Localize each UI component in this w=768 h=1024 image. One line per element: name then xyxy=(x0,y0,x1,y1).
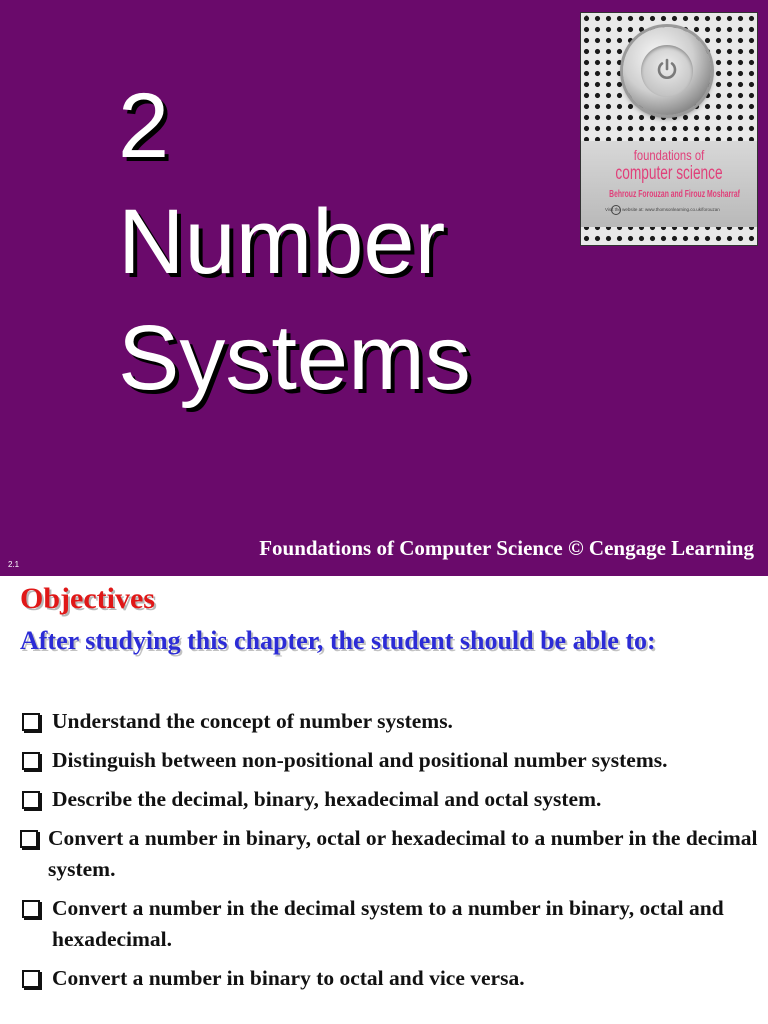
list-item xyxy=(20,823,760,885)
list-item-text: Distinguish between non-positional and positional number systems. xyxy=(52,748,668,772)
list-item-text: Understand the concept of number systems. xyxy=(52,709,453,733)
list-item xyxy=(20,963,760,994)
checkbox-square-icon xyxy=(22,752,40,770)
objectives-heading: Objectives xyxy=(20,582,155,615)
checkbox-square-icon xyxy=(22,713,40,731)
cover-title-line2: computer science xyxy=(615,163,723,184)
slide-title xyxy=(118,68,471,416)
list-item-text: Convert a number in binary to octal and vice versa. xyxy=(52,966,525,990)
list-item xyxy=(20,893,760,955)
power-symbol-icon xyxy=(655,57,679,81)
book-cover-image xyxy=(580,12,758,246)
list-item-text: Describe the decimal, binary, hexadecimal and octal system. xyxy=(52,787,602,811)
title-line-number: Number xyxy=(118,191,446,293)
list-item-text: Convert a number in the decimal system to a number in binary, octal and hexadecimal. xyxy=(52,896,724,951)
objectives-intro: After studying this chapter, the student should be able to: xyxy=(20,626,656,655)
checkbox-square-icon xyxy=(22,791,40,809)
slide-number: 2.1 xyxy=(8,560,20,569)
objectives-list xyxy=(20,706,760,1002)
chapter-number: 2 xyxy=(118,75,170,177)
cover-publisher-mark: c xyxy=(585,15,588,21)
slide-footer: Foundations of Computer Science © Cengage Learning xyxy=(259,536,754,560)
cover-authors: Behrouz Forouzan and Firouz Mosharraf xyxy=(609,189,740,200)
cover-title-line1: foundations of xyxy=(633,147,705,163)
list-item-text: Convert a number in binary, octal or hexadecimal to a number in the decimal system. xyxy=(48,826,758,881)
cover-title-band xyxy=(581,141,757,227)
list-item xyxy=(20,784,760,815)
checkbox-square-icon xyxy=(22,900,40,918)
checkbox-square-icon xyxy=(22,970,40,988)
title-line-systems: Systems xyxy=(118,307,471,409)
cover-website-note: Visit the website at: www.thomsonlearning.co.uk/forouzan xyxy=(605,207,720,212)
list-item xyxy=(20,745,760,776)
checkbox-square-icon xyxy=(20,830,38,848)
list-item xyxy=(20,706,760,737)
objectives-slide xyxy=(0,576,768,1024)
power-button-icon xyxy=(623,27,711,115)
